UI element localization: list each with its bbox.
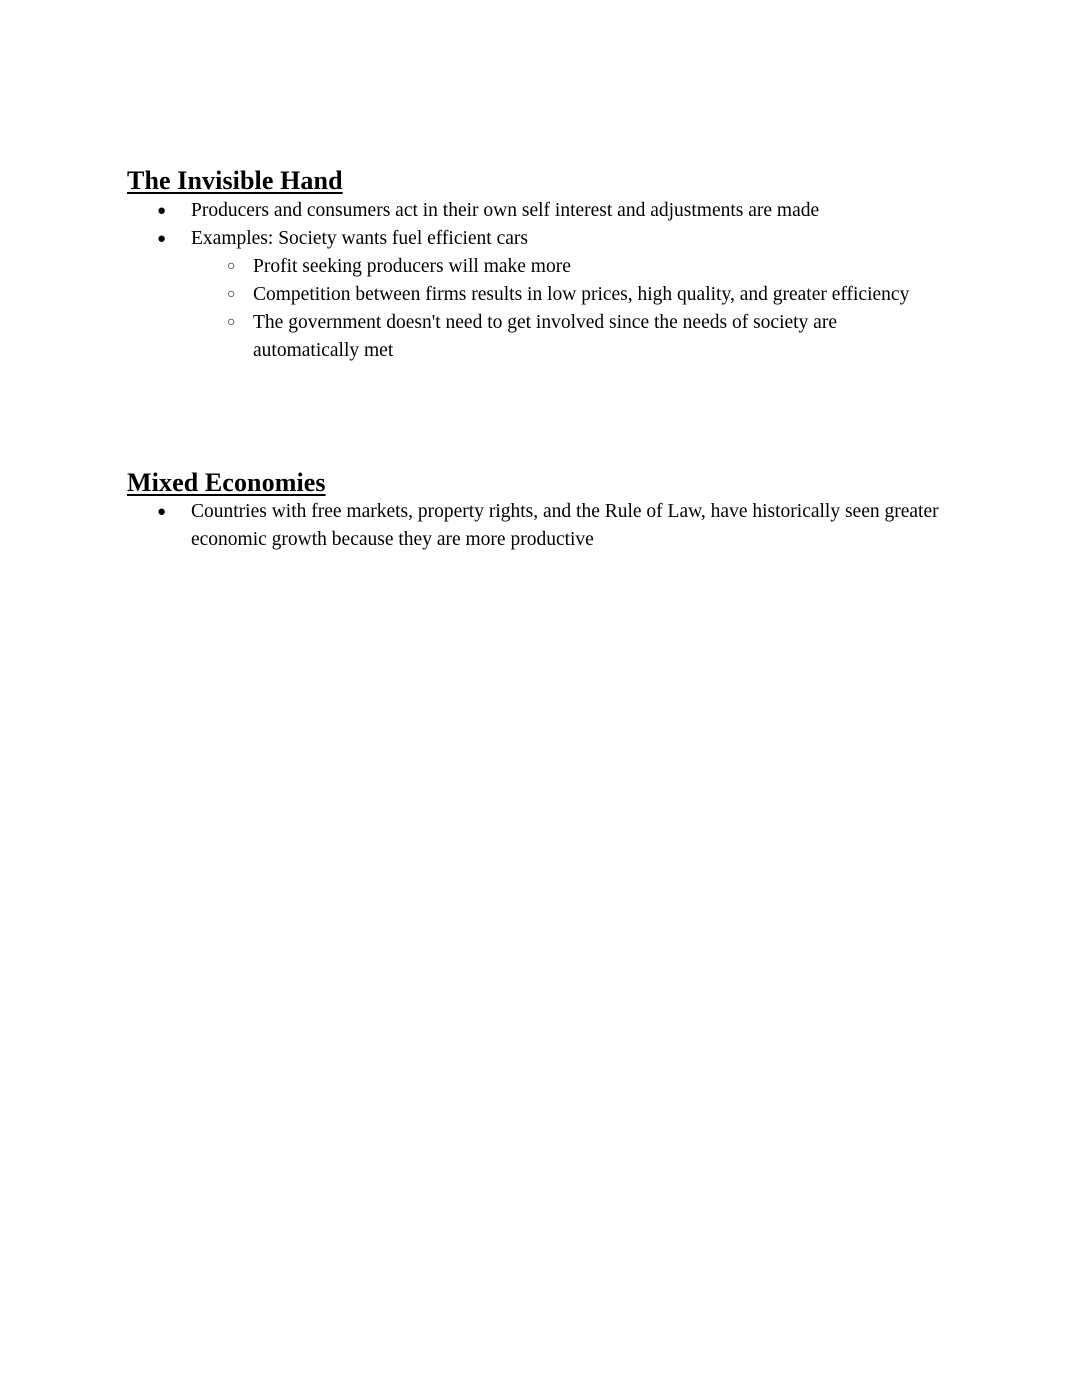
- sub-bullet-list-examples: [191, 253, 947, 365]
- hollow-bullet-icon: ○: [227, 314, 236, 330]
- section-heading-mixed-economies: Mixed Economies: [127, 467, 326, 497]
- section-heading-invisible-hand: The Invisible Hand: [127, 166, 343, 195]
- filled-bullet-icon: ●: [157, 504, 167, 521]
- document-content: [127, 0, 947, 554]
- list-item: [127, 498, 947, 554]
- list-item: [191, 309, 947, 365]
- list-item-text: Countries with free markets, property rights, and the Rule of Law, have historically seen greater economic growth because they are more productive: [191, 501, 939, 551]
- list-item: [191, 253, 947, 281]
- filled-bullet-icon: ●: [157, 202, 167, 219]
- list-item: [191, 281, 947, 309]
- list-item-text: Profit seeking producers will make more: [253, 255, 571, 277]
- section-heading-mixed-economies-row: [127, 468, 947, 499]
- list-item-text: Competition between firms results in low prices, high quality, and greater efficiency: [253, 283, 910, 305]
- list-item-text: Producers and consumers act in their own self interest and adjustments are made: [191, 199, 820, 221]
- hollow-bullet-icon: ○: [227, 258, 236, 274]
- hollow-bullet-icon: ○: [227, 286, 236, 302]
- bullet-list-mixed-economies: [127, 498, 947, 554]
- list-item: [127, 197, 947, 225]
- list-item-text: Examples: Society wants fuel efficient cars: [191, 227, 528, 249]
- bullet-list-invisible-hand: [127, 197, 947, 365]
- section-heading-invisible-hand-row: [127, 166, 947, 197]
- filled-bullet-icon: ●: [157, 230, 167, 247]
- list-item: [127, 225, 947, 365]
- list-item-text: The government doesn't need to get involved since the needs of society are automatically met: [253, 311, 837, 361]
